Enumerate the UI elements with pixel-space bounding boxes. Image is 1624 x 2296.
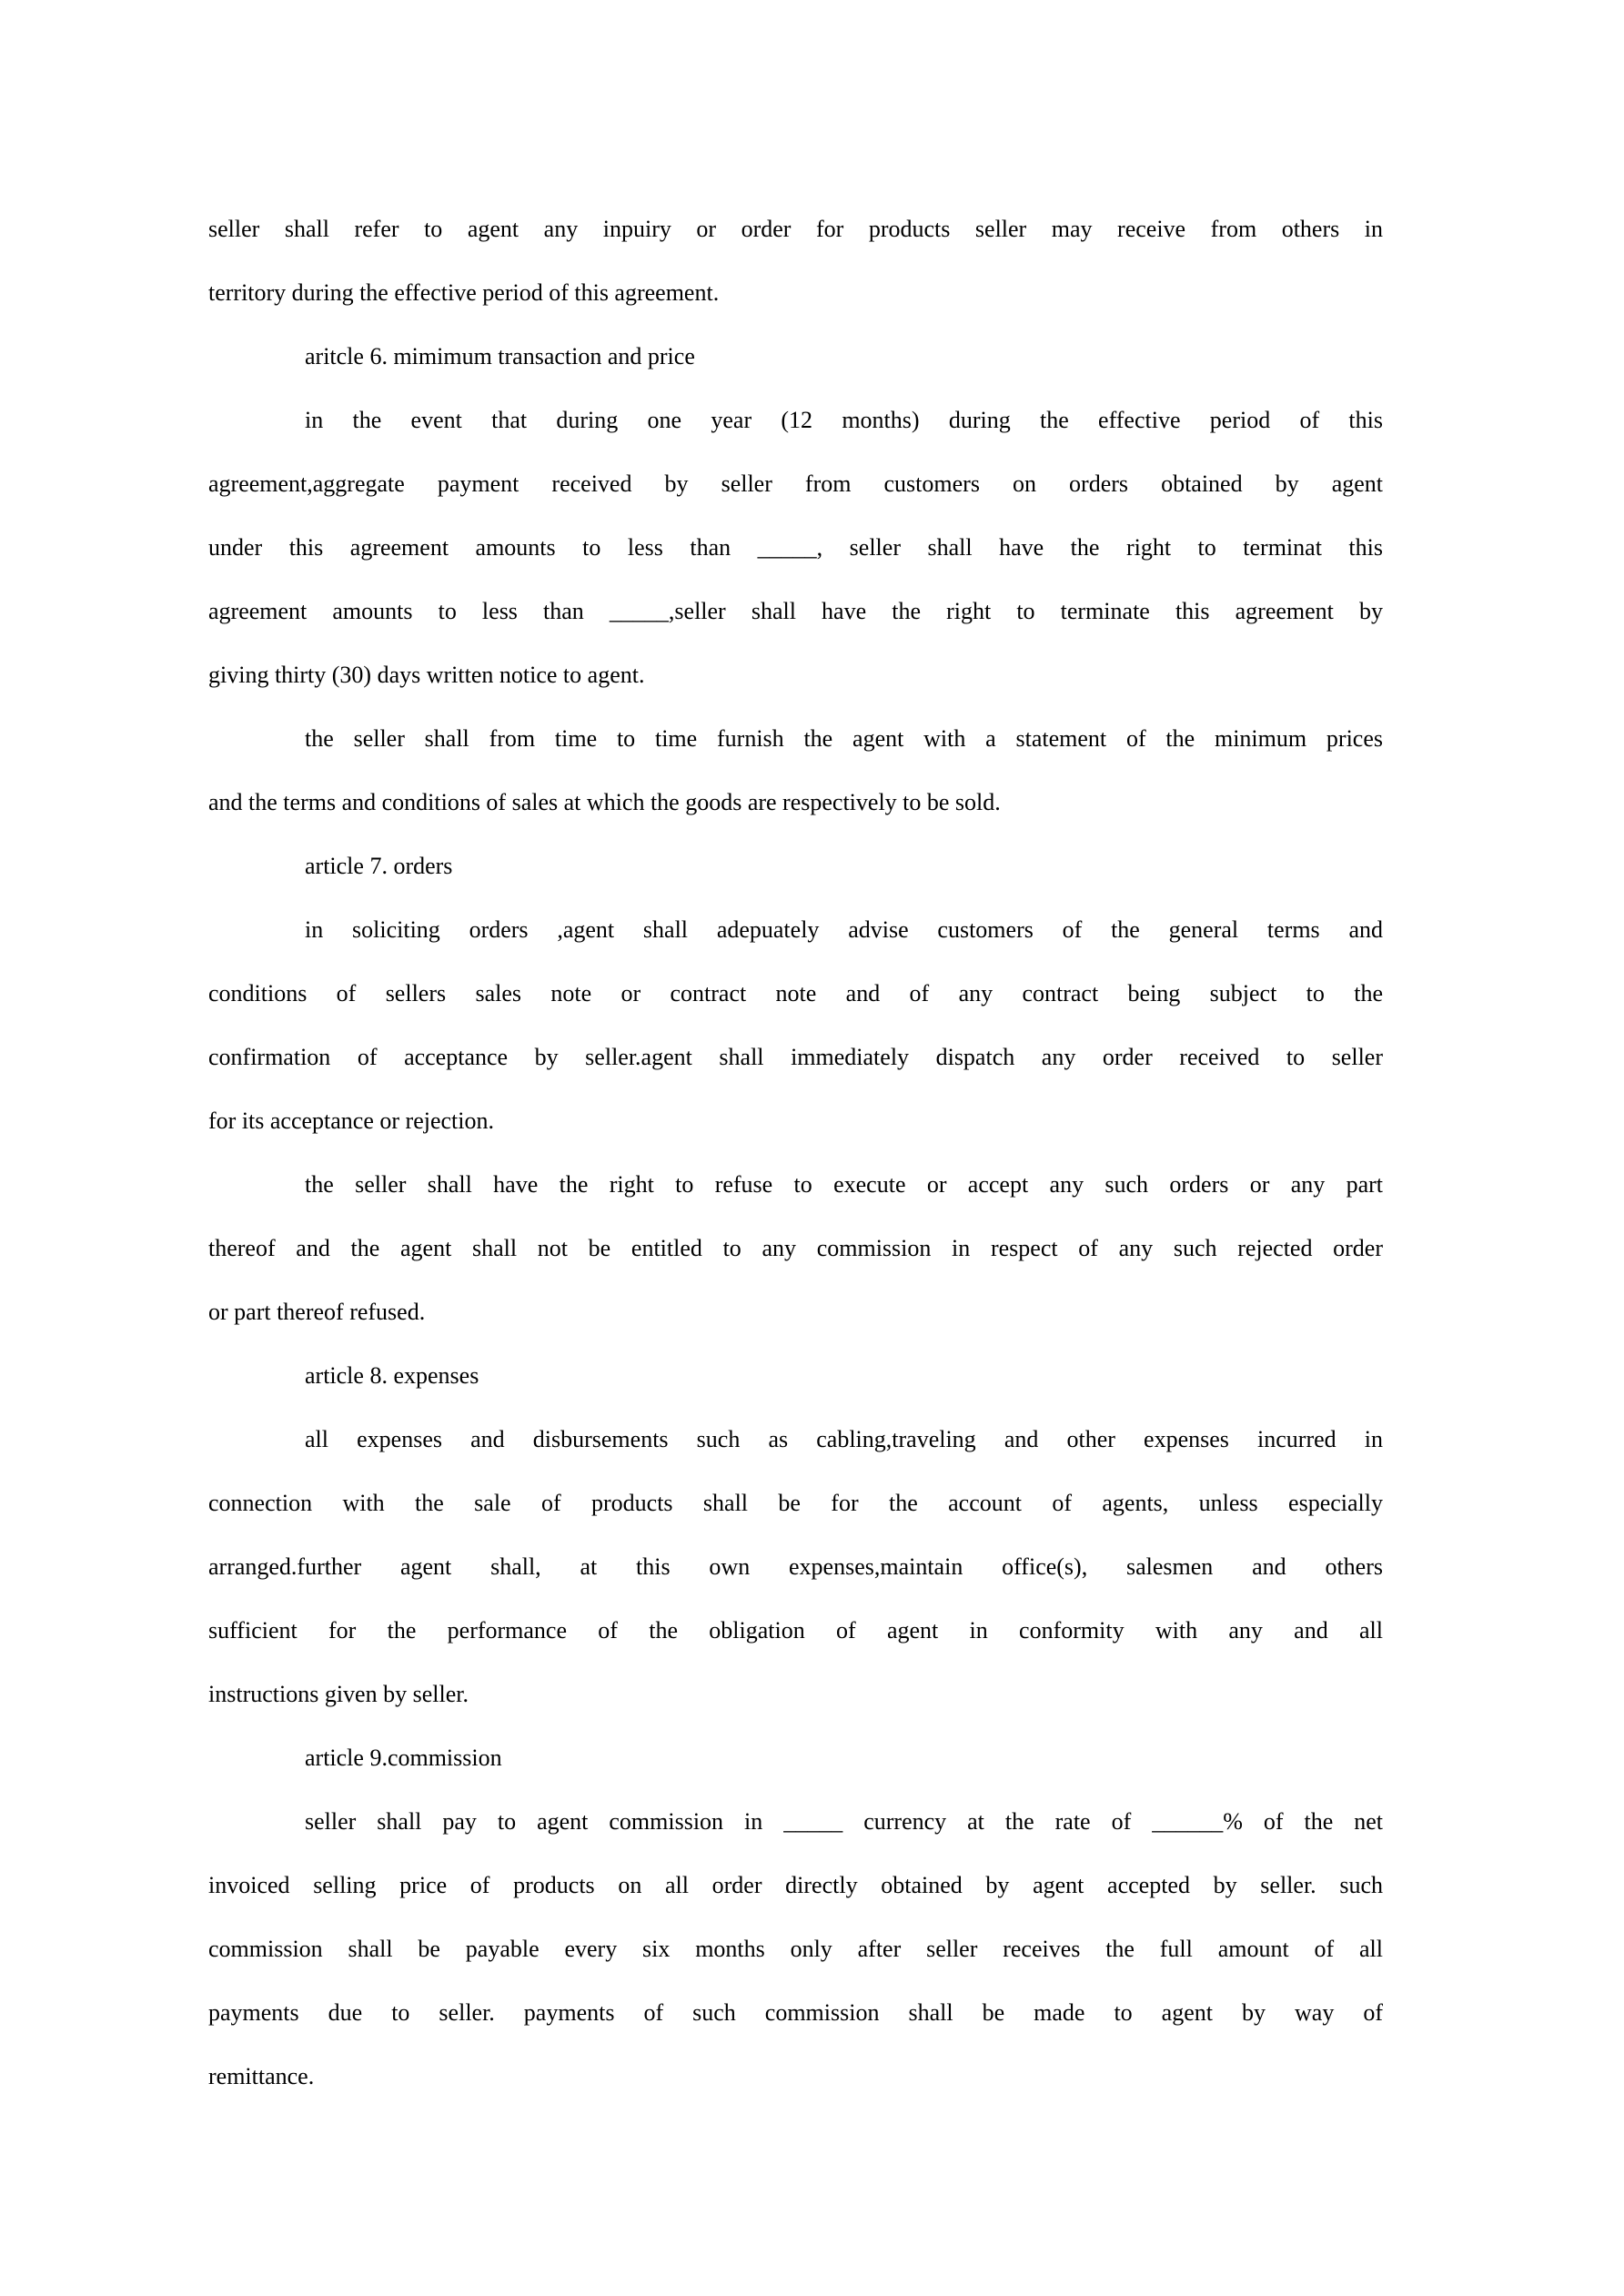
document-line: agreement,aggregate payment received by seller from customers on orders obtained by agent [208,470,1383,497]
document-line: confirmation of acceptance by seller.agent shall immediately dispatch any order received to seller [208,1044,1383,1070]
document-line: seller shall pay to agent commission in _____ currency at the rate of ______% of the net [305,1808,1383,1835]
document-line: payments due to seller. payments of such commission shall be made to agent by way of [208,1999,1383,2026]
document-line: territory during the effective period of this agreement. [208,279,720,306]
document-line: in the event that during one year (12 months) during the effective period of this [305,407,1383,433]
article-heading: article 8. expenses [305,1362,479,1389]
document-line: all expenses and disbursements such as cabling,traveling and other expenses incurred in [305,1426,1383,1452]
document-line: for its acceptance or rejection. [208,1108,494,1134]
document-line: remittance. [208,2063,315,2089]
document-line: or part thereof refused. [208,1299,426,1325]
article-heading: aritcle 6. mimimum transaction and price [305,343,695,369]
document-line: under this agreement amounts to less than _____, seller shall have the right to terminat this [208,534,1383,561]
document-line: and the terms and conditions of sales at which the goods are respectively to be sold. [208,789,1001,815]
article-heading: article 9.commission [305,1745,502,1771]
document-line: seller shall refer to agent any inpuiry or order for products seller may receive from others in [208,216,1383,242]
document-line: invoiced selling price of products on all order directly obtained by agent accepted by seller. such [208,1872,1383,1898]
document-line: arranged.further agent shall, at this own expenses,maintain office(s), salesmen and others [208,1553,1383,1580]
document-line: the seller shall have the right to refuse to execute or accept any such orders or any part [305,1171,1383,1198]
document-line: giving thirty (30) days written notice to agent. [208,662,645,688]
document-text-block [208,197,1383,2109]
document-line: agreement amounts to less than _____,seller shall have the right to terminate this agreement by [208,598,1383,624]
document-line: commission shall be payable every six months only after seller receives the full amount of all [208,1936,1383,1962]
document-line: conditions of sellers sales note or contract note and of any contract being subject to the [208,980,1383,1006]
document-line: sufficient for the performance of the obligation of agent in conformity with any and all [208,1617,1383,1644]
document-line: in soliciting orders ,agent shall adepuately advise customers of the general terms and [305,916,1383,943]
document-line: connection with the sale of products shall be for the account of agents, unless especially [208,1490,1383,1516]
document-line: thereof and the agent shall not be entitled to any commission in respect of any such rejected order [208,1235,1383,1261]
document-line: the seller shall from time to time furnish the agent with a statement of the minimum prices [305,725,1383,752]
document-line: instructions given by seller. [208,1681,469,1707]
article-heading: article 7. orders [305,853,453,879]
